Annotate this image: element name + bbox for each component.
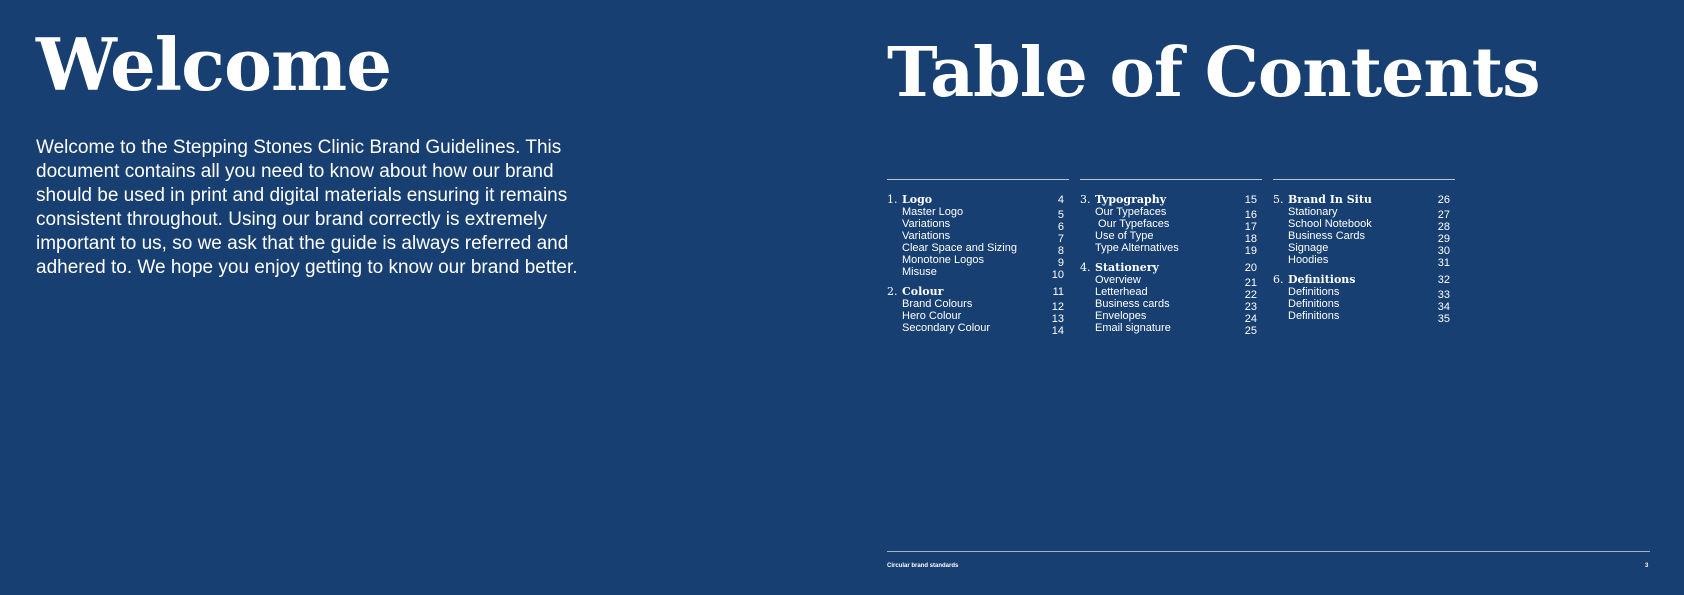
toc-entry-page: 31 — [1437, 257, 1450, 269]
toc-entry-label: Signage — [1288, 242, 1329, 254]
toc-entry-page: 21 — [1244, 277, 1257, 289]
toc-entry-page: 8 — [1057, 245, 1064, 257]
toc-entry-label-wrap — [1273, 310, 1339, 322]
toc-section-heading[interactable] — [1273, 194, 1455, 206]
toc-entry-page: 22 — [1244, 289, 1257, 301]
toc-section-title: Brand In Situ — [1288, 193, 1372, 206]
toc-indent — [887, 218, 902, 230]
toc-column-3 — [1273, 179, 1455, 330]
toc-entry-label: Business Cards — [1288, 230, 1366, 242]
toc-entry-label-wrap — [887, 254, 984, 266]
toc-entry-label-wrap — [1080, 286, 1148, 298]
toc-entry-label-wrap — [1080, 206, 1166, 218]
toc-entry[interactable] — [1080, 206, 1262, 221]
toc-section-heading[interactable] — [1080, 262, 1262, 274]
toc-section-number: 2. — [887, 285, 898, 298]
footer-page-number: 3 — [1645, 563, 1649, 569]
toc-section-heading[interactable] — [1273, 274, 1455, 286]
toc-entry-label: School Notebook — [1288, 218, 1372, 230]
welcome-paragraph: Welcome to the Stepping Stones Clinic Brand Guidelines. This document contains all you need to know about how our brand should be used in print and digital materials ensuring it remains consistent throughout. Using our brand correctly is extremely important to us, so we ask that the guide is always referred and adhered to. We hope you enjoy getting to know our brand better. — [36, 137, 578, 278]
toc-entry[interactable] — [1080, 310, 1262, 325]
toc-indent — [887, 206, 902, 218]
toc-entry[interactable] — [1273, 310, 1455, 325]
toc-section-page: 15 — [1244, 194, 1257, 206]
toc-indent — [887, 310, 902, 322]
toc-column-2 — [1080, 179, 1262, 342]
toc-section-heading[interactable] — [1080, 194, 1262, 206]
toc-heading-label — [1273, 194, 1372, 206]
toc-heading-label — [887, 286, 943, 298]
toc-entry-label-wrap — [1080, 322, 1171, 334]
toc-indent — [887, 322, 902, 334]
toc-entry[interactable] — [1080, 322, 1262, 337]
toc-entry-page: 7 — [1057, 233, 1064, 245]
toc-entry-label-wrap — [1273, 206, 1338, 218]
toc-entry-page: 18 — [1244, 233, 1257, 245]
toc-entry-label-wrap — [887, 218, 950, 230]
footer-divider — [887, 551, 1650, 552]
toc-entry[interactable] — [1273, 218, 1455, 233]
toc-section — [1080, 193, 1262, 257]
toc-indent — [1273, 286, 1288, 298]
toc-entry-label: Business cards — [1095, 298, 1170, 310]
toc-indent — [887, 254, 902, 266]
toc-entry-page: 24 — [1244, 313, 1257, 325]
toc-indent — [887, 242, 902, 254]
toc-entry-label-wrap — [1080, 230, 1154, 242]
toc-entry[interactable] — [1080, 274, 1262, 289]
toc-heading-label — [887, 194, 932, 206]
toc-section-heading[interactable] — [887, 286, 1069, 298]
toc-entry-label: Definitions — [1288, 310, 1340, 322]
toc-entry[interactable] — [1080, 218, 1262, 233]
toc-section-number: 4. — [1080, 261, 1091, 274]
toc-indent — [1080, 322, 1095, 334]
toc-entry-label: Stationary — [1288, 206, 1338, 218]
toc-entry-label-wrap — [1080, 310, 1146, 322]
toc-column-1 — [887, 179, 1069, 342]
toc-entry-page: 25 — [1244, 325, 1257, 337]
toc-entry-label: Secondary Colour — [902, 322, 991, 334]
toc-entry[interactable] — [887, 298, 1069, 313]
toc-entry-page: 33 — [1437, 289, 1450, 301]
toc-section — [1273, 273, 1455, 325]
toc-entry-label: Use of Type — [1095, 230, 1154, 242]
toc-entry[interactable] — [1080, 242, 1262, 257]
toc-heading-label — [1273, 274, 1356, 286]
toc-entry-page: 27 — [1437, 209, 1450, 221]
toc-section — [1080, 261, 1262, 337]
toc-entry[interactable] — [1273, 230, 1455, 245]
toc-section-number: 6. — [1273, 273, 1284, 286]
toc-entry-page: 10 — [1051, 269, 1064, 281]
toc-section — [887, 193, 1069, 281]
toc-heading-label — [1080, 262, 1159, 274]
toc-entry-label-wrap — [887, 322, 990, 334]
toc-entry[interactable] — [887, 230, 1069, 245]
toc-section-title: Stationery — [1095, 261, 1159, 274]
toc-indent — [1273, 242, 1288, 254]
toc-entry-label: Our Typefaces — [1095, 206, 1167, 218]
toc-entry-label-wrap — [1080, 242, 1179, 254]
toc-indent — [887, 230, 902, 242]
toc-entry-label-wrap — [1080, 218, 1169, 230]
toc-entry-page: 9 — [1057, 257, 1064, 269]
toc-section — [1273, 193, 1455, 269]
toc-section-number: 3. — [1080, 193, 1091, 206]
toc-section-number: 1. — [887, 193, 898, 206]
toc-entry-page: 6 — [1057, 221, 1064, 233]
toc-entry-label-wrap — [1273, 230, 1365, 242]
toc-entry[interactable] — [887, 254, 1069, 269]
toc-entry-label-wrap — [887, 242, 1017, 254]
toc-entry[interactable] — [887, 242, 1069, 257]
toc-entry[interactable] — [1080, 298, 1262, 313]
toc-entry-page: 12 — [1051, 301, 1064, 313]
toc-section-page: 32 — [1437, 274, 1450, 286]
toc-section-number: 5. — [1273, 193, 1284, 206]
toc-entry-label-wrap — [887, 230, 950, 242]
toc-indent — [1080, 286, 1095, 298]
toc-entry-label-wrap — [887, 310, 961, 322]
toc-indent — [1080, 310, 1095, 322]
toc-entry-page: 29 — [1437, 233, 1450, 245]
toc-entry-label: Type Alternatives — [1095, 242, 1179, 254]
toc-entry-page: 30 — [1437, 245, 1450, 257]
toc-entry-page: 16 — [1244, 209, 1257, 221]
toc-entry[interactable] — [1273, 298, 1455, 313]
toc-section-title: Typography — [1095, 193, 1167, 206]
toc-section-page: 11 — [1052, 286, 1064, 298]
toc-section-heading[interactable] — [887, 194, 1069, 206]
toc-indent — [1080, 230, 1095, 242]
toc-section-page: 4 — [1057, 194, 1064, 206]
toc-entry-label-wrap — [1273, 218, 1372, 230]
toc-entry-label-wrap — [1273, 298, 1339, 310]
toc-entry[interactable] — [1080, 230, 1262, 245]
toc-indent — [1273, 218, 1288, 230]
toc-entry[interactable] — [1273, 286, 1455, 301]
toc-indent — [887, 266, 902, 278]
toc-entry[interactable] — [887, 266, 1069, 281]
toc-entry-label: Master Logo — [902, 206, 964, 218]
toc-entry-page: 23 — [1244, 301, 1257, 313]
toc-entry-label-wrap — [887, 266, 937, 278]
toc-indent — [1273, 206, 1288, 218]
toc-indent — [1273, 310, 1288, 322]
toc-indent — [1080, 298, 1095, 310]
toc-entry-label-wrap — [887, 298, 972, 310]
toc-entry-label-wrap — [1273, 242, 1328, 254]
toc-entry-label: Variations — [902, 218, 951, 230]
footer-label: Circular brand standards — [887, 563, 959, 569]
toc-entry-label: Clear Space and Sizing — [902, 242, 1017, 254]
toc-entry-label-wrap — [1273, 254, 1328, 266]
toc-entry-page: 28 — [1437, 221, 1450, 233]
toc-entry[interactable] — [887, 310, 1069, 325]
toc-entry-label-wrap — [1080, 274, 1141, 286]
toc-entry-page: 35 — [1437, 313, 1450, 325]
toc-heading-label — [1080, 194, 1166, 206]
toc-entry-label-wrap — [887, 206, 963, 218]
toc-entry[interactable] — [1273, 242, 1455, 257]
toc-entry-label: Our Typefaces — [1095, 218, 1170, 230]
toc-indent — [1080, 218, 1095, 230]
toc-entry-label: Overview — [1095, 274, 1141, 286]
toc-entry-label-wrap — [1080, 298, 1170, 310]
toc-indent — [1080, 242, 1095, 254]
toc-entry-label-wrap — [1273, 286, 1339, 298]
toc-entry-label: Misuse — [902, 266, 937, 278]
toc-entry-label: Hero Colour — [902, 310, 962, 322]
table-of-contents-page — [842, 0, 1684, 595]
toc-section-title: Logo — [902, 193, 933, 206]
welcome-title: Welcome — [36, 22, 392, 107]
toc-section-title: Colour — [902, 285, 944, 298]
toc-entry-label: Monotone Logos — [902, 254, 984, 266]
toc-indent — [1080, 274, 1095, 286]
toc-entry[interactable] — [887, 322, 1069, 337]
toc-entry-page: 13 — [1051, 313, 1064, 325]
toc-entry-label: Brand Colours — [902, 298, 973, 310]
toc-section-title: Definitions — [1288, 273, 1356, 286]
toc-entry-label: Letterhead — [1095, 286, 1148, 298]
toc-entry-page: 34 — [1437, 301, 1450, 313]
toc-indent — [1273, 254, 1288, 266]
toc-entry-label: Envelopes — [1095, 310, 1147, 322]
toc-entry-page: 17 — [1244, 221, 1257, 233]
toc-entry[interactable] — [887, 218, 1069, 233]
toc-title: Table of Contents — [887, 33, 1540, 113]
toc-entry-label: Definitions — [1288, 286, 1340, 298]
toc-entry[interactable] — [1273, 254, 1455, 269]
toc-entry-label: Definitions — [1288, 298, 1340, 310]
toc-entry-page: 14 — [1051, 325, 1064, 337]
toc-section-page: 26 — [1437, 194, 1450, 206]
toc-indent — [887, 298, 902, 310]
toc-indent — [1273, 298, 1288, 310]
toc-entry[interactable] — [887, 206, 1069, 221]
toc-indent — [1080, 206, 1095, 218]
toc-indent — [1273, 230, 1288, 242]
toc-entry-label: Hoodies — [1288, 254, 1329, 266]
toc-entry-page: 19 — [1244, 245, 1257, 257]
toc-entry-label: Variations — [902, 230, 951, 242]
toc-entry[interactable] — [1273, 206, 1455, 221]
toc-entry-label: Email signature — [1095, 322, 1171, 334]
toc-section-page: 20 — [1244, 262, 1257, 274]
toc-entry[interactable] — [1080, 286, 1262, 301]
toc-section — [887, 285, 1069, 337]
toc-entry-page: 5 — [1057, 209, 1064, 221]
